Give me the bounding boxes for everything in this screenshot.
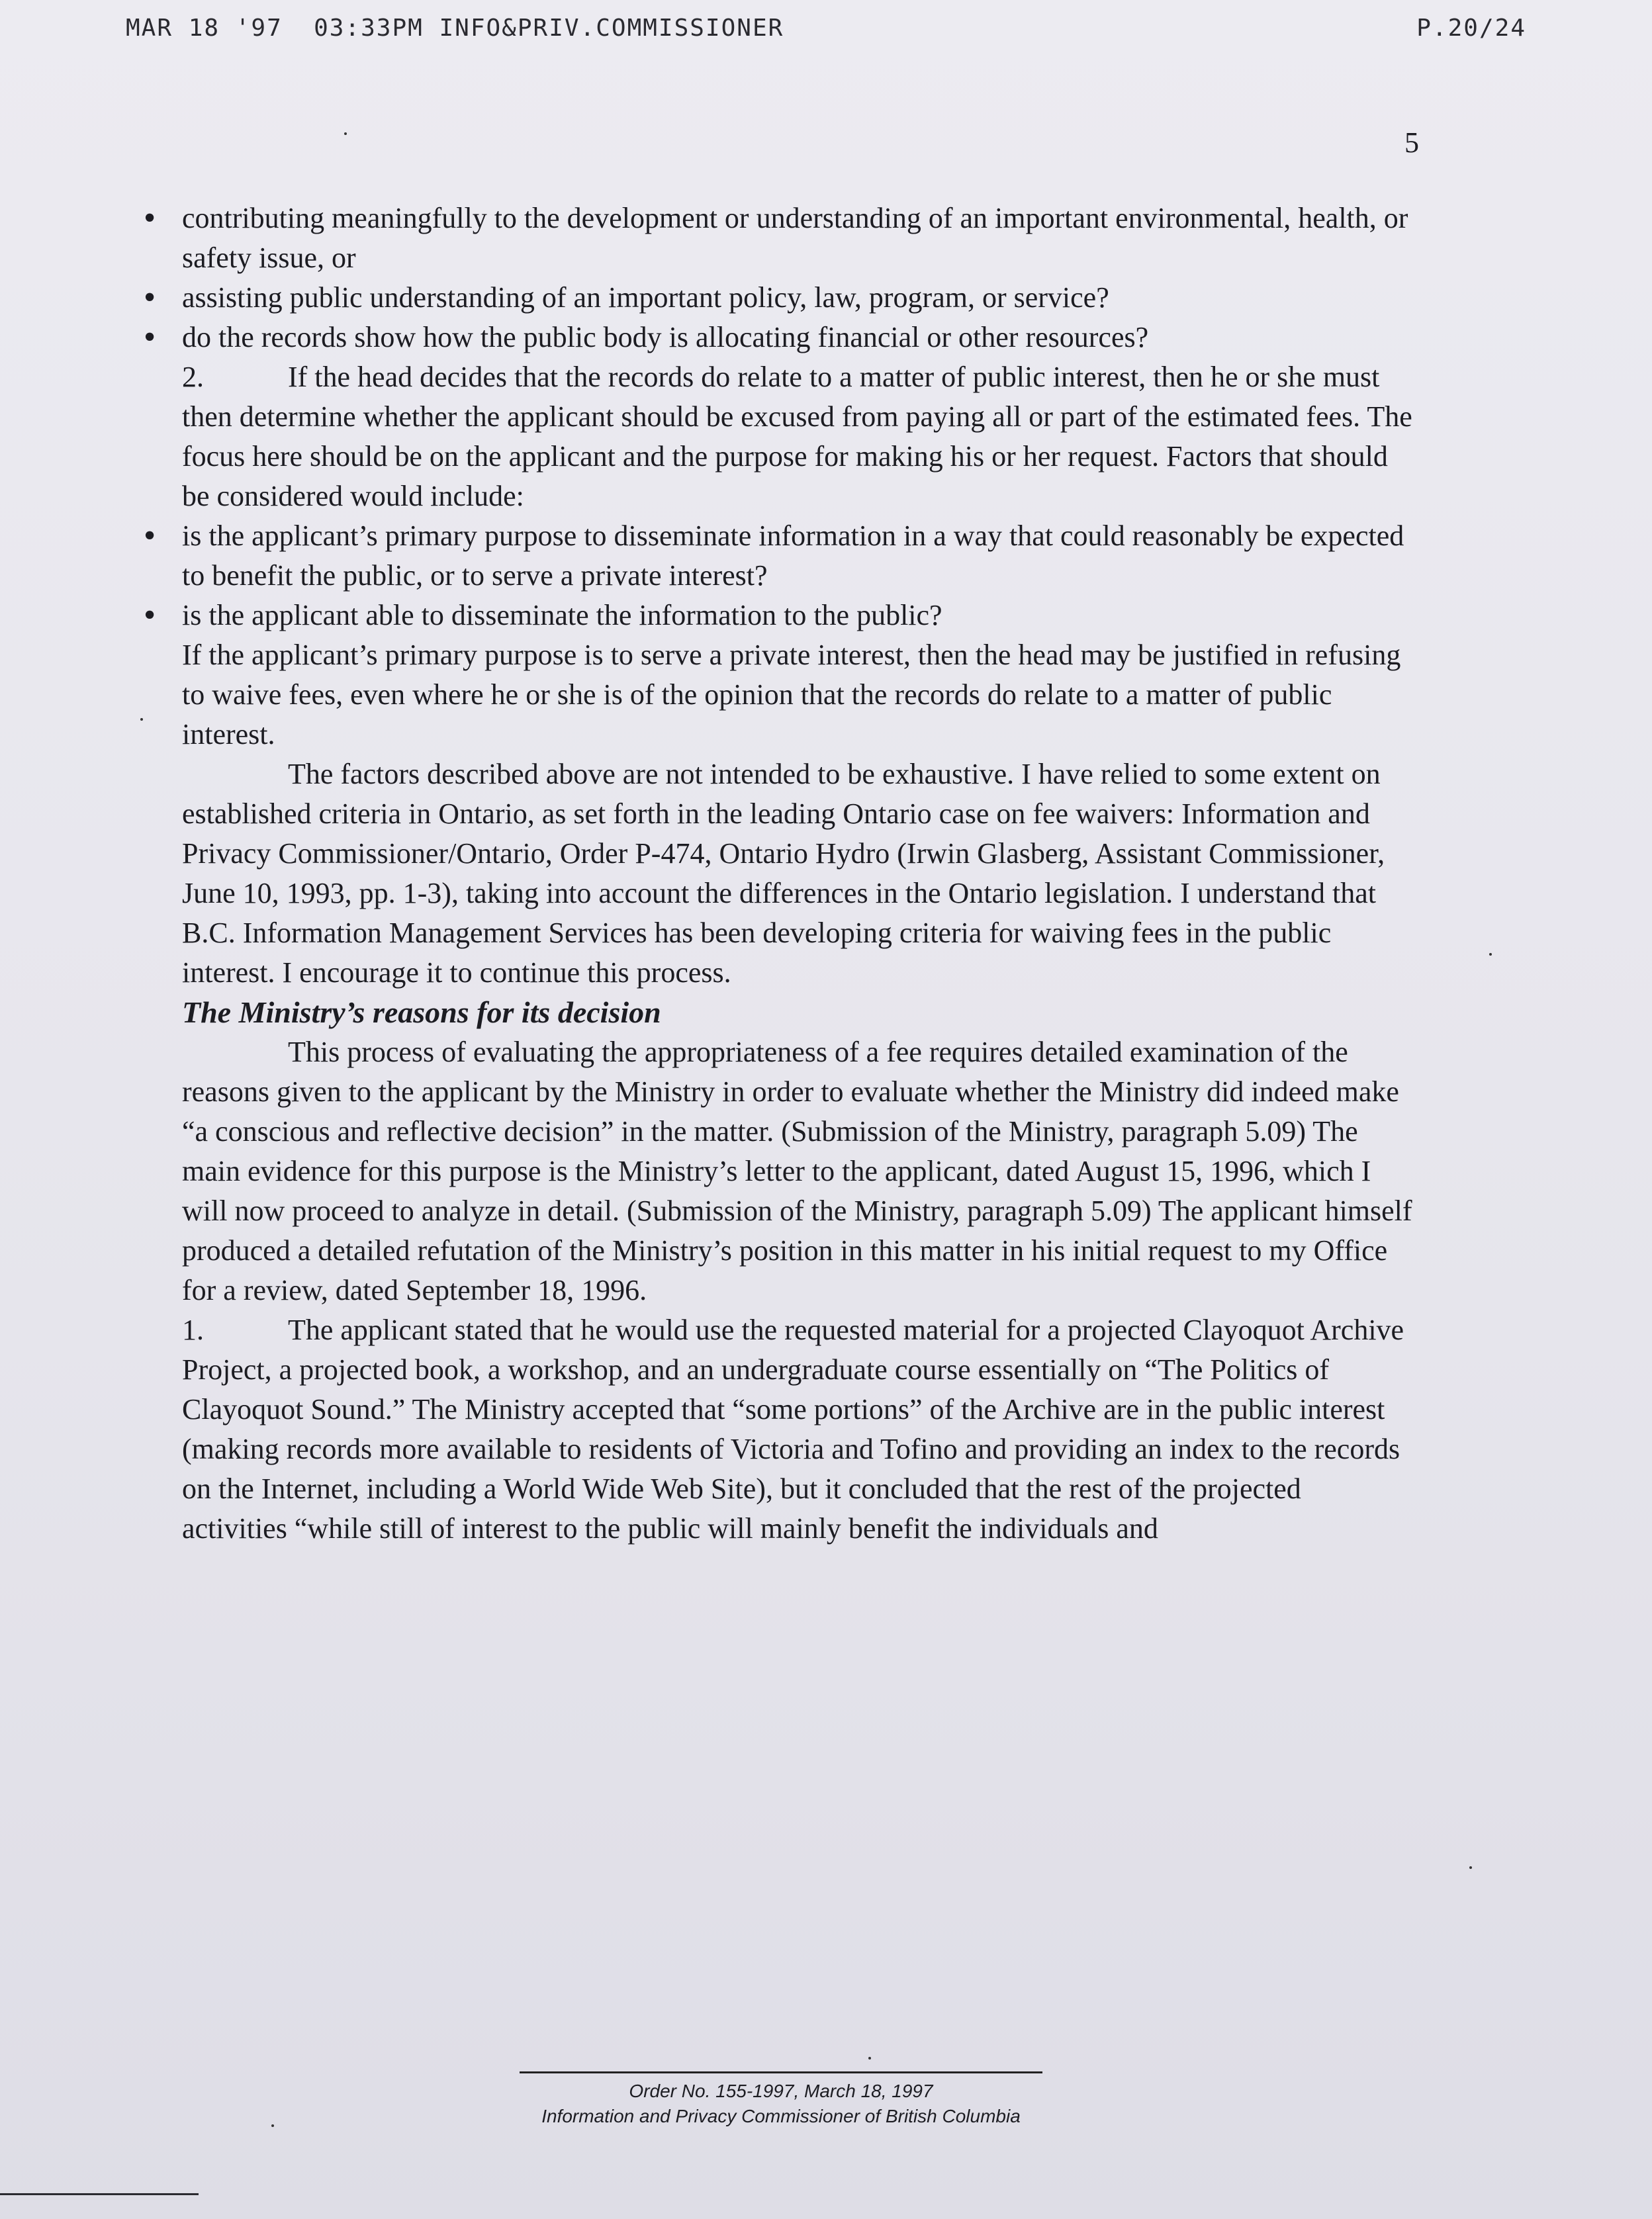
footer-order-line: Order No. 155-1997, March 18, 1997 [629, 2081, 933, 2101]
scan-speck [868, 2057, 871, 2060]
document-footer [516, 2071, 1046, 2129]
paragraph-number: 1. [182, 1314, 204, 1346]
allocation-bullet-list [182, 318, 1413, 357]
scan-speck [140, 718, 143, 721]
list-item: • is the applicant’s primary purpose to disseminate information in a way that could reasonably be expected to benefit the public, or to serve a private interest? [182, 516, 1413, 596]
numbered-paragraph-2 [182, 357, 1413, 516]
paragraph-text: The applicant stated that he would use the requested material for a projected Clayoquot Archive Project, a projected book, a workshop, and an undergraduate course essentially on “The Politics of Clayoquot Sound.” The Ministry accepted that “some portions” of the Archive are in the public interest (making records more available to residents of Victoria and Tofino and providing an index to the records on the Internet, including a World Wide Web Site), but it concluded that the rest of the projected activities “while still of interest to the public will mainly benefit the individuals and [182, 1314, 1404, 1545]
fax-header-page-count: P.20/24 [1416, 15, 1526, 42]
footer-rule [520, 2071, 1042, 2073]
applicant-bullet-list [182, 516, 1413, 635]
footer-office-line: Information and Privacy Commissioner of British Columbia [541, 2106, 1021, 2126]
fax-header [126, 15, 1526, 48]
list-item: • do the records show how the public body is allocating financial or other resources? [182, 318, 1413, 357]
scan-speck [344, 132, 347, 135]
scan-edge-rule [0, 2193, 199, 2195]
paragraph-text: If the head decides that the records do relate to a matter of public interest, then he or she must then determine whether the applicant should be excused from paying all or part of the estimated fees. The focus here should be on the applicant and the purpose for making his or her request. Factors that should be considered would include: [182, 361, 1412, 512]
public-interest-sub-bullets [182, 199, 1413, 318]
scan-speck [271, 2124, 274, 2127]
list-item: • contributing meaningfully to the development or understanding of an important environmental, health, or safety issue, or [182, 199, 1413, 278]
numbered-paragraph-1 [182, 1310, 1413, 1549]
scan-speck [1489, 953, 1492, 956]
document-body [182, 199, 1413, 1549]
section-heading: The Ministry’s reasons for its decision [182, 995, 661, 1029]
page-number: 5 [1404, 126, 1419, 159]
private-interest-paragraph: If the applicant’s primary purpose is to serve a private interest, then the head may be justified in refusing to waive fees, even where he or she is of the opinion that the records do relate to a matter of public interest. [182, 639, 1401, 750]
list-item: • is the applicant able to disseminate the information to the public? [182, 596, 1413, 635]
fax-header-sender: MAR 18 '97 03:33PM INFO&PRIV.COMMISSIONER [126, 15, 784, 42]
paragraph-number: 2. [182, 361, 204, 393]
process-paragraph: This process of evaluating the appropriateness of a fee requires detailed examination of the reasons given to the applicant by the Ministry in order to evaluate whether the Ministry did indeed make “a conscious and reflective decision” in the matter. (Submission of the Ministry, paragraph 5.09) The main evidence for this purpose is the Ministry’s letter to the applicant, dated August 15, 1996, which I will now proceed to analyze in detail. (Submission of the Ministry, paragraph 5.09) The applicant himself produced a detailed refutation of the Ministry’s position in this matter in his initial request to my Office for a review, dated September 18, 1996. [182, 1036, 1412, 1306]
factors-paragraph: The factors described above are not intended to be exhaustive. I have relied to some extent on established criteria in Ontario, as set forth in the leading Ontario case on fee waivers: Information and Privacy Commissioner/Ontario, Order P-474, Ontario Hydro (Irwin Glasberg, Assistant Commissioner, June 10, 1993, pp. 1-3), taking into account the differences in the Ontario legislation. I understand that B.C. Information Management Services has been developing criteria for waiving fees in the public interest. I encourage it to continue this process. [182, 758, 1385, 989]
list-item: • assisting public understanding of an important policy, law, program, or service? [182, 278, 1413, 318]
scan-speck [1469, 1866, 1472, 1869]
